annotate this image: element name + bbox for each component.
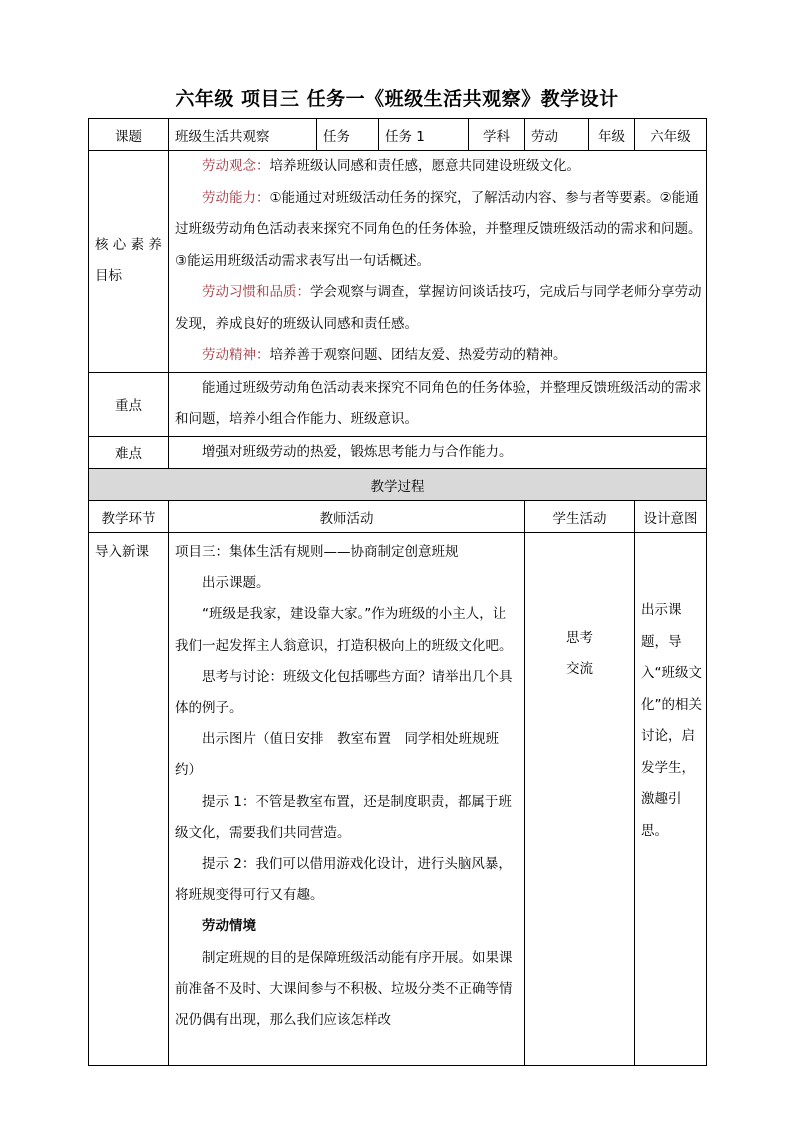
difficulty-text: 增强对班级劳动的热爱，锻炼思考能力与合作能力。 bbox=[202, 443, 513, 460]
xueke-value: 劳动 bbox=[525, 119, 589, 151]
core-literacy-row bbox=[89, 151, 707, 373]
lesson-plan-table bbox=[88, 118, 707, 1066]
teacher-paragraph: 项目三：集体生活有规则——协商制定创意班规 bbox=[175, 544, 459, 560]
difficulty-content bbox=[169, 436, 707, 469]
core-item bbox=[175, 183, 702, 278]
renwu-value: 任务 1 bbox=[379, 119, 469, 151]
header-row bbox=[89, 119, 707, 151]
core-item-head: 劳动能力： bbox=[202, 189, 270, 206]
core-item bbox=[175, 277, 702, 340]
process-columns-row bbox=[89, 501, 707, 533]
renwu-label: 任务 bbox=[317, 119, 379, 151]
teacher-paragraph: 提示 1：不管是教室布置，还是制度职责，都属于班级文化，需要我们共同营造。 bbox=[175, 793, 512, 841]
teacher-header: 教师活动 bbox=[169, 501, 525, 533]
teacher-paragraph: “班级是我家，建设靠大家。”作为班级的小主人，让我们一起发挥主人翁意识，打造积极向上的班级文化吧。 bbox=[175, 606, 513, 654]
nianji-value: 六年级 bbox=[635, 119, 707, 151]
key-point-row bbox=[89, 372, 707, 436]
core-item bbox=[175, 151, 702, 183]
core-item-head: 劳动精神： bbox=[202, 347, 270, 363]
design-intent-cell: 出示课题，导入“班级文化”的相关讨论，启发学生，激趣引思。 bbox=[635, 533, 707, 1066]
core-item-text: 培养班级认同感和责任感，愿意共同建设班级文化。 bbox=[269, 158, 580, 174]
core-item bbox=[175, 340, 702, 372]
teacher-paragraph: 思考与讨论：班级文化包括哪些方面？请举出几个具体的例子。 bbox=[175, 668, 513, 717]
student-line: 思考 bbox=[566, 630, 593, 646]
core-item-text: 学会观察与调查，掌握访问谈话技巧，完成后与同学老师分享劳动发现，养成良好的班级认同感和责任感。 bbox=[175, 284, 702, 332]
key-point-content bbox=[169, 372, 707, 436]
nianji-label: 年级 bbox=[589, 119, 635, 151]
process-label: 教学过程 bbox=[89, 469, 707, 501]
core-item-head: 劳动观念： bbox=[202, 158, 270, 174]
core-literacy-content bbox=[169, 151, 707, 373]
student-header: 学生活动 bbox=[525, 501, 635, 533]
teacher-paragraph: 提示 2：我们可以借用游戏化设计，进行头脑风暴，将班规变得可行又有趣。 bbox=[175, 856, 512, 904]
core-item-text: ①能通过对班级活动任务的探究，了解活动内容、参与者等要素。②能通过班级劳动角色活动表来探究不同角色的任务体验，并整理反馈班级活动的需求和问题。③能运用班级活动需求表写出一句话概述。 bbox=[175, 189, 702, 269]
teacher-paragraph: 制定班规的目的是保障班级活动能有序开展。如果课前准备不及时、大课间参与不积极、垃圾分类不正确等情况仍偶有出现，那么我们应该怎样改 bbox=[175, 949, 513, 1029]
student-activity-cell bbox=[525, 533, 635, 1066]
key-point-text: 能通过班级劳动角色活动表来探究不同角色的任务体验，并整理反馈班级活动的需求和问题，培养小组合作能力、班级意识。 bbox=[175, 379, 702, 427]
teacher-paragraph: 出示图片（值日安排 教室布置 同学相处班规班约） bbox=[175, 731, 499, 779]
xueke-label: 学科 bbox=[469, 119, 525, 151]
page-title: 六年级 项目三 任务一《班级生活共观察》教学设计 bbox=[175, 88, 619, 110]
teacher-subheading: 劳动情境 bbox=[202, 918, 256, 935]
process-row bbox=[89, 533, 707, 1066]
process-header-row bbox=[89, 469, 707, 501]
keti-label: 课题 bbox=[89, 119, 169, 151]
core-item-head: 劳动习惯和品质： bbox=[202, 284, 310, 300]
keti-value: 班级生活共观察 bbox=[169, 119, 317, 151]
teacher-activity-cell bbox=[169, 533, 525, 1066]
core-literacy-label: 核 心 素 养 目标 bbox=[89, 151, 169, 373]
teacher-paragraph: 出示课题。 bbox=[202, 575, 270, 592]
difficulty-row bbox=[89, 436, 707, 469]
step-header: 教学环节 bbox=[89, 501, 169, 533]
core-item-text: 培养善于观察问题、团结友爱、热爱劳动的精神。 bbox=[269, 347, 567, 363]
intent-header: 设计意图 bbox=[635, 501, 707, 533]
step-cell: 导入新课 bbox=[89, 533, 169, 1066]
student-line: 交流 bbox=[566, 661, 593, 677]
difficulty-label: 难点 bbox=[89, 436, 169, 469]
key-point-label: 重点 bbox=[89, 372, 169, 436]
